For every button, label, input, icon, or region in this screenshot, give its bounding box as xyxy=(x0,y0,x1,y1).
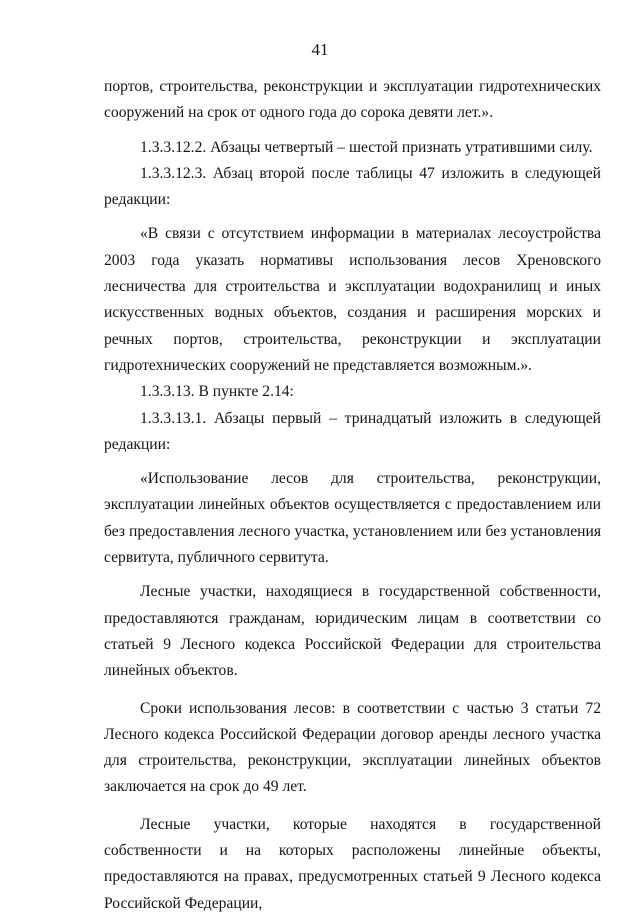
paragraph-1-3-3-12-3: 1.3.3.12.3. Абзац второй после таблицы 47 изложить в следующей редакции: xyxy=(104,164,601,209)
document-body xyxy=(104,74,601,917)
paragraph-1-3-3-13-1: 1.3.3.13.1. Абзацы первый – тринадцатый изложить в следующей редакции: xyxy=(104,409,601,453)
paragraph-1-3-3-13: 1.3.3.13. В пункте 2.14: xyxy=(140,383,294,401)
paragraph-quote-linear-objects: «Использование лесов для строительства, реконструкции, эксплуатации линейных объектов осуществляется с предоставлением или без предоставления лесного участка, установлением или без установления сервитута, публичного сервитута. xyxy=(104,470,601,567)
paragraph-quote-khrenovskoe: «В связи с отсутствием информации в материалах лесоустройства 2003 года указать нормативы использования лесов Хреновского лесничества для строительства и эксплуатации водохранилищ и иных искусственных водных объектов, создания и расширения морских и речных портов, строительства, реконструкции и эксплуатации гидротехнических сооружений не представляется возможным.». xyxy=(104,225,601,374)
paragraph-lease-terms: Сроки использования лесов: в соответствии с частью 3 статьи 72 Лесного кодекса Российской Федерации договор аренды лесного участка для строительства, реконструкции, эксплуатации линейных объектов заключается на срок до 49 лет. xyxy=(104,699,601,796)
paragraph-forest-plots-linear: Лесные участки, которые находятся в государственной собственности и на которых расположены линейные объекты, предоставляются на правах, предусмотренных статьей 9 Лесного кодекса Российской Федерации, xyxy=(104,815,601,912)
paragraph-forest-plots-state: Лесные участки, находящиеся в государственной собственности, предоставляются гражданам, юридическим лицам в соответствии со статьей 9 Лесного кодекса Российской Федерации для строительства линейных объектов. xyxy=(104,583,601,680)
page-number: 41 xyxy=(311,40,329,59)
paragraph-1-3-3-12-2: 1.3.3.12.2. Абзацы четвертый – шестой признать утратившими силу. xyxy=(140,138,593,156)
paragraph-ports-continuation: портов, строительства, реконструкции и эксплуатации гидротехнических сооружений на срок от одного года до сорока девяти лет.». xyxy=(104,78,601,122)
